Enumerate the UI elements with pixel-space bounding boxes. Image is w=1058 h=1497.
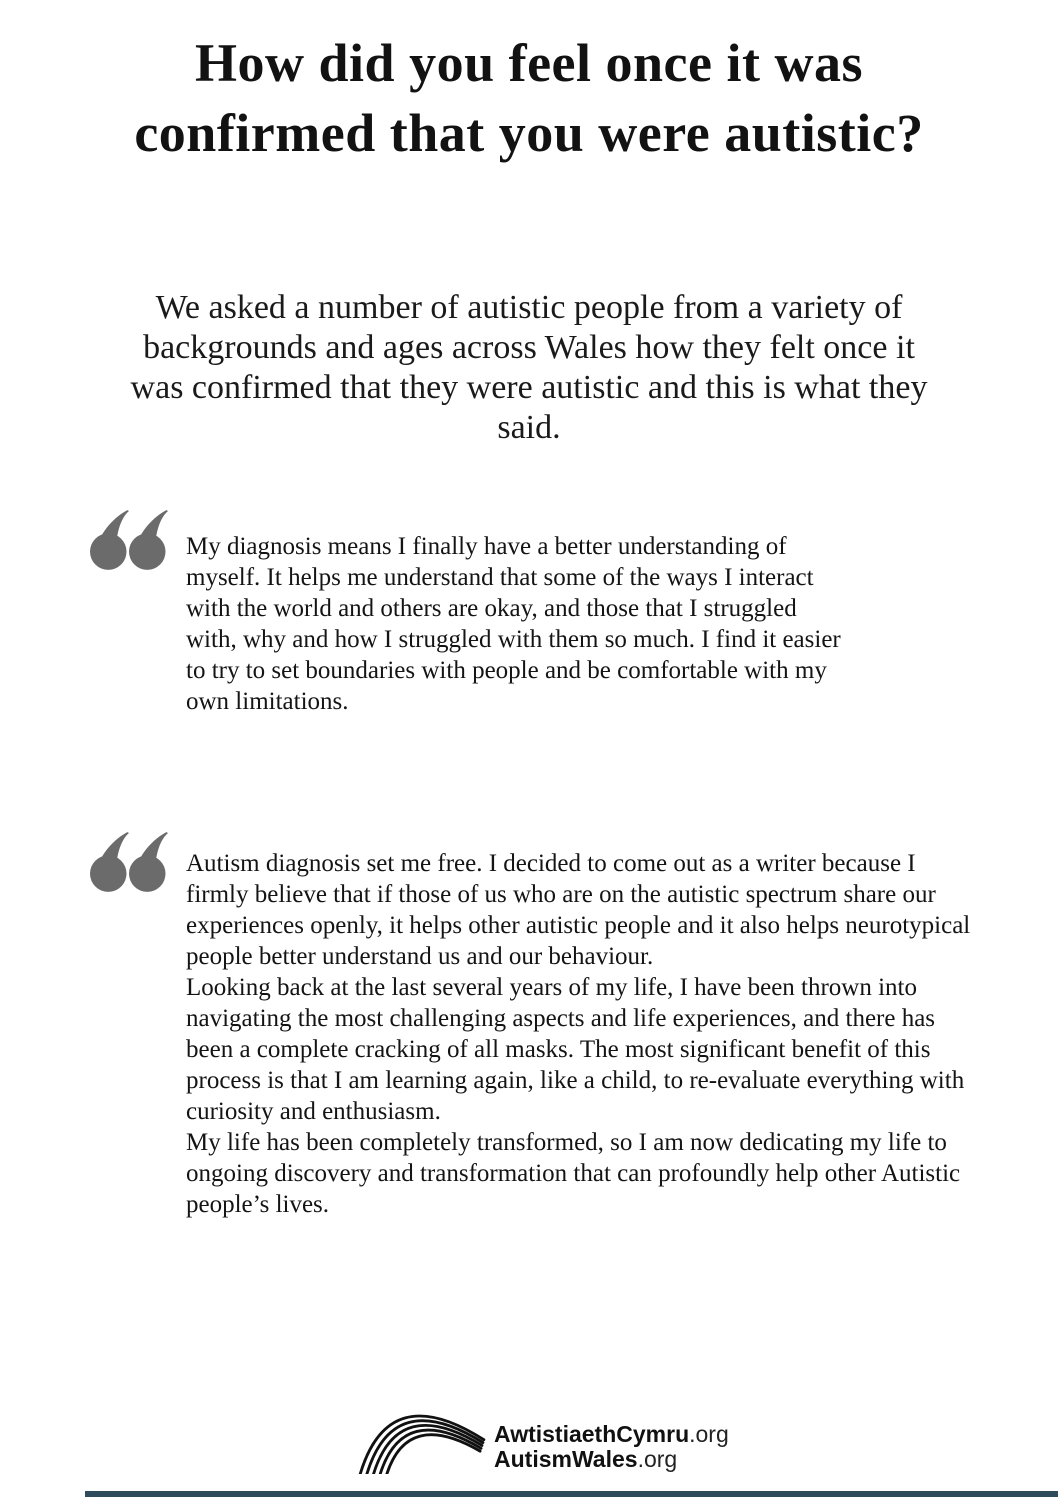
double-quote-icon: [90, 510, 168, 570]
quote-paragraph: Autism diagnosis set me free. I decided to come out as a writer because I firmly believe that if those of us who are on the autistic spectrum share our experiences openly, it helps other autistic people and it also helps neurotypical people better understand us and our behaviour.: [186, 850, 971, 970]
logo-line-welsh: AwtistiaethCymru.org: [494, 1421, 729, 1447]
quote-block: [186, 531, 851, 717]
quote-block: [186, 848, 976, 1220]
bottom-border-bar: [85, 1491, 1058, 1497]
intro-text: We asked a number of autistic people from a variety of backgrounds and ages across Wales how they felt once it was confirmed that they were autistic and this is what they said.: [130, 289, 928, 446]
logo-line-english: AutismWales.org: [494, 1446, 678, 1472]
logo-text: [494, 1422, 729, 1472]
quote-paragraph: My life has been completely transformed, so I am now dedicating my life to ongoing discovery and transformation that can profoundly help other Autistic people’s lives.: [186, 1129, 961, 1218]
autism-wales-logo: [356, 1396, 729, 1474]
logo-arc-icon: [356, 1396, 490, 1474]
page-title: How did you feel once it was confirmed that you were autistic?: [134, 33, 924, 163]
quote-paragraph: Looking back at the last several years of my life, I have been thrown into navigating the most challenging aspects and life experiences, and there has been a complete cracking of all masks. The most significant benefit of this process is that I am learning again, like a child, to re-evaluate everything with curiosity and enthusiasm.: [186, 974, 965, 1125]
quote-paragraph: My diagnosis means I finally have a better understanding of myself. It helps me understand that some of the ways I interact with the world and others are okay, and those that I struggled with, why and how I struggled with them so much. I find it easier to try to set boundaries with people and be comfortable with my own limitations.: [186, 533, 841, 715]
double-quote-icon: [90, 832, 168, 892]
